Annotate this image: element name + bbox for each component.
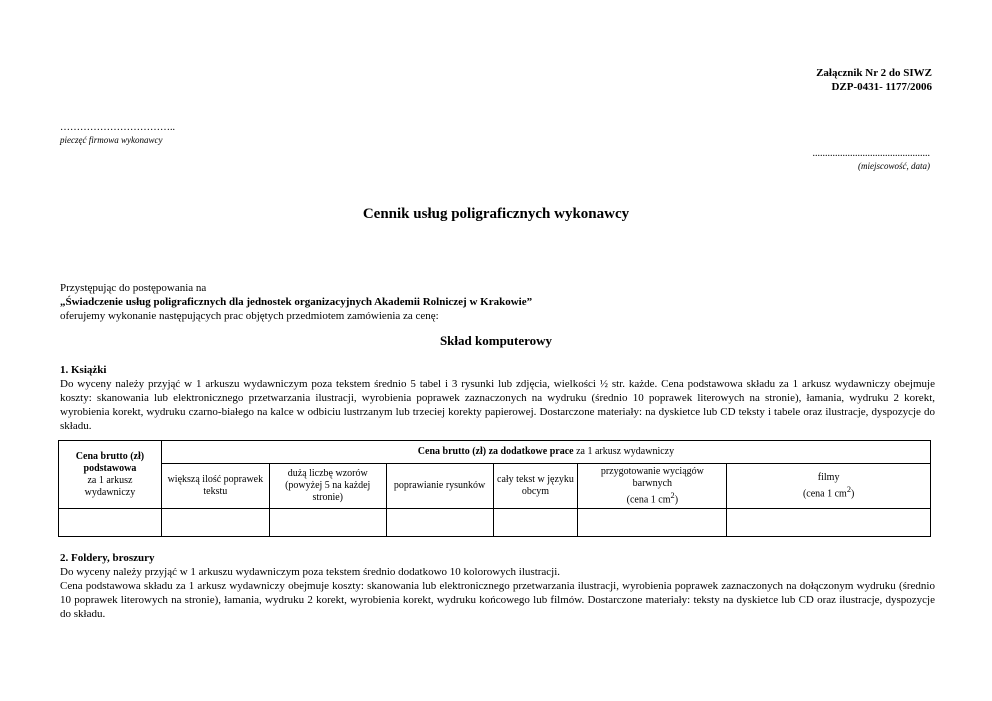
- annex-line-1: Załącznik Nr 2 do SIWZ: [816, 67, 932, 79]
- films-price-cell[interactable]: [727, 509, 931, 537]
- col-header-text-corrections: większą ilość poprawek tekstu: [161, 464, 269, 509]
- col-header-formulas: dużą liczbę wzorów (powyżej 5 na każdej stronie): [269, 464, 386, 509]
- extra-price-header-bold: Cena brutto (zł) za dodatkowe prace: [417, 446, 574, 457]
- films-unit-sup: 2: [846, 485, 851, 494]
- films-unit: (cena 1 cm: [802, 488, 847, 500]
- annex-reference: [816, 66, 932, 94]
- section-brochures-text: Cena podstawowa składu za 1 arkusz wydawniczy obejmuje koszty: skanowania lub elektronicznego przetwarzania ilustracji, wyrobienia poprawek zaznaczonych na dołączonym wydruku (średnio 10 poprawek literowych na stronie), łamania, wydruku 2 korekt, wyrobienia korekt, wydruku końcowego lub filmów. Dostarczone materiały: teksty na dyskietce lub CD oraz ilustracje, dyspozycje do składu.: [60, 580, 935, 620]
- color-separations-label: przygotowanie wyciągów barwnych: [600, 466, 704, 489]
- place-dots: ...............................................: [812, 148, 930, 159]
- procurement-name: „Świadczenie usług poligraficznych dla jednostek organizacyjnych Akademii Rolniczej w Krakowie”: [60, 296, 533, 308]
- stamp-label: pieczęć firmowa wykonawcy: [60, 135, 163, 145]
- section-brochures-heading: 2. Foldery, broszury: [60, 552, 155, 564]
- document-title: Cennik usług poligraficznych wykonawcy: [362, 206, 630, 222]
- base-price-cell[interactable]: [59, 509, 162, 537]
- intro-line-2: [60, 295, 532, 309]
- color-separations-unit-close: ): [674, 494, 679, 506]
- section-books-heading: 1. Książki: [60, 364, 107, 376]
- section-title: Skład komputerowy: [439, 333, 553, 348]
- base-price-header-bold: Cena brutto (zł) podstawowa: [75, 450, 145, 474]
- intro-paragraph: [60, 281, 532, 323]
- section-books: [60, 363, 935, 433]
- extra-price-header-rest: za 1 arkusz wydawniczy: [573, 446, 675, 457]
- col-header-foreign-language: cały tekst w języku obcym: [493, 464, 578, 509]
- foreign-language-price-cell[interactable]: [493, 509, 578, 537]
- color-separations-price-cell[interactable]: [578, 509, 727, 537]
- col-header-drawings: poprawianie rysunków: [386, 464, 493, 509]
- films-unit-close: ): [850, 488, 855, 500]
- drawings-price-cell[interactable]: [386, 509, 493, 537]
- base-price-header-rest: za 1 arkusz wydawniczy: [84, 474, 136, 498]
- color-separations-unit-sup: 2: [670, 491, 675, 500]
- price-entry-row: [59, 509, 931, 537]
- place-date-field: [813, 148, 931, 172]
- price-table: [58, 440, 931, 537]
- annex-line-2: DZP-0431- 1177/2006: [831, 81, 932, 93]
- place-label: (miejscowość, data): [858, 161, 930, 171]
- intro-line-1: Przystępując do postępowania na: [60, 282, 207, 294]
- col-header-color-separations: [578, 464, 727, 509]
- formulas-price-cell[interactable]: [269, 509, 386, 537]
- base-price-header: [59, 441, 162, 509]
- text-corrections-price-cell[interactable]: [161, 509, 269, 537]
- stamp-dots: ……………………………..: [60, 122, 175, 133]
- section-books-text: Do wyceny należy przyjąć w 1 arkuszu wydawniczym poza tekstem średnio 5 tabel i 3 rysunki lub zdjęcia, wielkości ½ str. każde. Cena podstawowa składu za 1 arkusz wydawniczy obejmuje koszty: skanowania lub elektronicznego przetwarzania ilustracji, wyrobienia poprawek zaznaczonych na wydruku (średnio 10 poprawek literowych na stronie), łamania, wydruku 2 korekt, wyrobienia korekt, wydruku czarno-białego na kalce w odbiciu lustrzanym lub trzeciej korekty papierowej. Dostarczone materiały: na dyskietce lub CD teksty i tabele oraz ilustracje, dyspozycje do składu.: [60, 378, 935, 432]
- company-stamp-field: [60, 122, 175, 146]
- col-header-films: [727, 464, 931, 509]
- section-brochures-line-1: Do wyceny należy przyjąć w 1 arkuszu wydawniczym poza tekstem średnio dodatkowo 10 kolorowych ilustracji.: [60, 566, 561, 578]
- intro-line-3: oferujemy wykonanie następujących prac objętych przedmiotem zamówienia za cenę:: [60, 310, 439, 322]
- extra-price-header: [161, 441, 930, 464]
- section-brochures: [60, 551, 935, 621]
- color-separations-unit: (cena 1 cm: [626, 494, 671, 506]
- films-label: filmy: [817, 472, 840, 483]
